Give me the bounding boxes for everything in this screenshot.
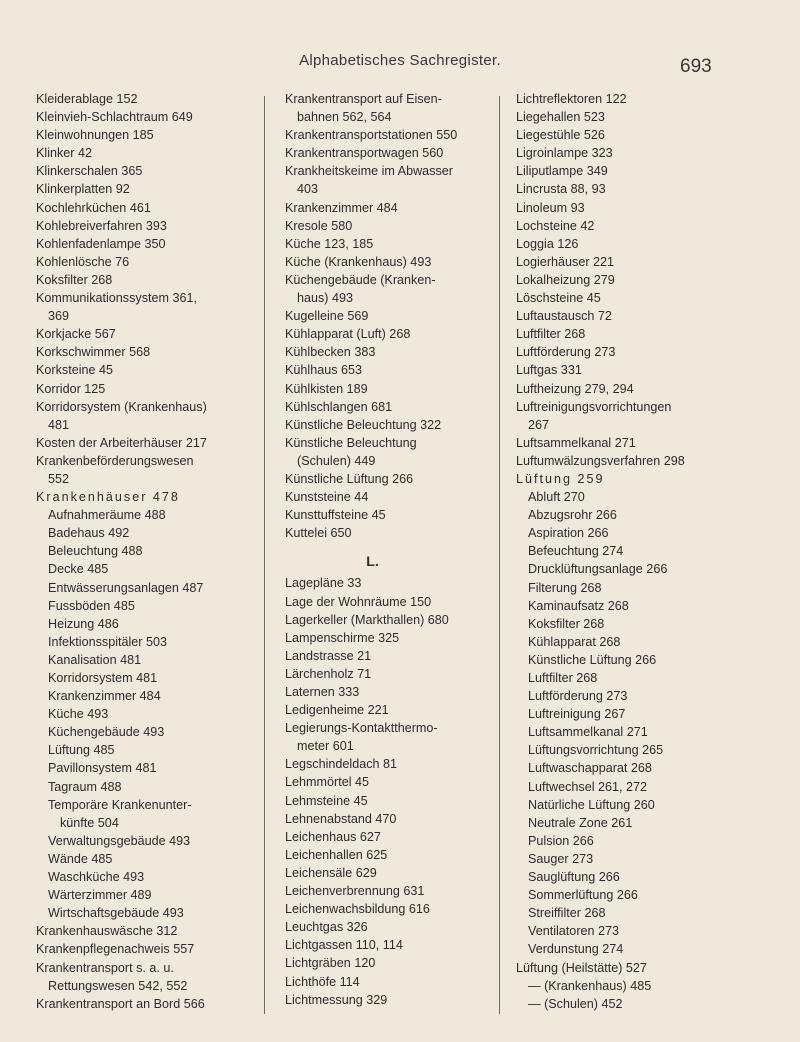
index-entry: (Schulen) 449	[297, 453, 376, 468]
column-divider	[264, 96, 265, 1014]
index-entry: Kohlenlösche 76	[36, 254, 130, 269]
index-entry: Neutrale Zone 261	[528, 815, 633, 830]
index-entry: Krankenzimmer 484	[285, 200, 398, 215]
index-entry: Abzugsrohr 266	[528, 508, 617, 523]
index-entry: Kresole 580	[285, 218, 353, 233]
index-entry: Lichtreflektoren 122	[516, 92, 627, 106]
index-entry: Krankheitskeime im Abwasser	[285, 164, 453, 179]
section-letter-heading: L.	[366, 553, 379, 570]
index-entry: Krankentransportstationen 550	[285, 128, 458, 143]
index-entry: Luftwaschapparat 268	[528, 761, 652, 776]
index-entry: Infektionsspitäler 503	[48, 634, 168, 649]
index-entry: Aspiration 266	[528, 526, 609, 541]
index-entry: Lagerkeller (Markthallen) 680	[285, 612, 449, 627]
index-entry: künfte 504	[60, 815, 119, 830]
index-entry: Kühlhaus 653	[285, 363, 363, 378]
index-entry: Kugelleine 569	[285, 309, 369, 324]
index-entry: Sauglüftung 266	[528, 870, 620, 885]
index-entry: Korridorsystem (Krankenhaus)	[36, 399, 207, 414]
index-entry: Krankenzimmer 484	[48, 689, 161, 704]
index-entry: Luftheizung 279, 294	[516, 381, 634, 396]
index-entry: Legschindeldach 81	[285, 757, 398, 772]
index-entry: Krankentransport s. a. u.	[36, 960, 174, 975]
index-entry: Lüftungsvorrichtung 265	[528, 743, 664, 758]
index-entry: Lehnenabstand 470	[285, 811, 397, 826]
index-entry: Luftfilter 268	[516, 327, 586, 342]
index-entry: Lüftung 259	[516, 471, 605, 486]
index-entry: Lochsteine 42	[516, 218, 595, 233]
index-column-1	[36, 90, 248, 1013]
index-entry: Krankenhauswäsche 312	[36, 924, 178, 939]
index-entry: Tagraum 488	[48, 779, 122, 794]
index-entry: Beleuchtung 488	[48, 544, 143, 559]
index-entry: Lichthöfe 114	[285, 974, 360, 989]
index-entry: Fussböden 485	[48, 598, 135, 613]
index-entry: Leichenhaus 627	[285, 829, 381, 844]
page-number: 693	[680, 56, 712, 77]
index-entry: Krankenbeförderungswesen	[36, 453, 194, 468]
index-entry: Pulsion 266	[528, 833, 594, 848]
index-entry: Künstliche Beleuchtung 322	[285, 417, 442, 432]
index-entry: Verwaltungsgebäude 493	[48, 833, 191, 848]
index-entry: Lichtmessung 329	[285, 992, 388, 1007]
running-head: Alphabetisches Sachregister.	[299, 52, 501, 69]
index-entry: Badehaus 492	[48, 526, 130, 541]
index-entry: haus) 493	[297, 291, 354, 306]
index-column-2	[285, 90, 490, 1009]
index-entry: Krankenpflegenachweis 557	[36, 942, 195, 957]
index-entry: Lagepläne 33	[285, 576, 362, 591]
index-entry: Liliputlampe 349	[516, 164, 608, 179]
index-entry: Linoleum 93	[516, 200, 585, 215]
index-entry: Heizung 486	[48, 616, 119, 631]
index-entry: Krankentransport an Bord 566	[36, 996, 205, 1011]
index-entry: Küche 493	[48, 707, 109, 722]
index-entry: Kaminaufsatz 268	[528, 598, 629, 613]
index-entry: Entwässerungsanlagen 487	[48, 580, 204, 595]
index-entry: Kanalisation 481	[48, 652, 142, 667]
index-entry: Kühlschlangen 681	[285, 399, 393, 414]
index-entry: Drucklüftungsanlage 266	[528, 562, 668, 577]
index-entry: Künstliche Lüftung 266	[528, 652, 657, 667]
index-entry: Kommunikationssystem 361,	[36, 291, 197, 306]
index-entry: Leichenhallen 625	[285, 847, 388, 862]
index-entry: — (Schulen) 452	[528, 996, 623, 1011]
index-entry: Verdunstung 274	[528, 942, 624, 957]
index-entry: Laternen 333	[285, 685, 360, 699]
index-entry: Luftumwälzungsverfahren 298	[516, 453, 685, 468]
index-entry: Lage der Wohnräume 150	[285, 594, 432, 609]
index-entry: Landstrasse 21	[285, 648, 372, 663]
index-entry: Kühlbecken 383	[285, 345, 376, 360]
index-entry: Pavillonsystem 481	[48, 761, 157, 776]
index-entry: Korkjacke 567	[36, 327, 116, 342]
index-entry: Streiffilter 268	[528, 906, 606, 921]
index-entry: Künstliche Beleuchtung	[285, 435, 417, 450]
index-entry: Kosten der Arbeiterhäuser 217	[36, 435, 207, 450]
index-entry: Natürliche Lüftung 260	[528, 797, 655, 812]
index-entry: 403	[297, 182, 319, 197]
index-entry: Luftförderung 273	[516, 345, 616, 360]
index-entry: Korksteine 45	[36, 363, 114, 378]
index-entry: Lichtgassen 110, 114	[285, 938, 403, 953]
index-entry: Kühlkisten 189	[285, 381, 368, 396]
index-entry: Rettungswesen 542, 552	[48, 978, 188, 993]
index-entry: Luftgas 331	[516, 363, 582, 378]
index-entry: Klinker 42	[36, 146, 93, 161]
index-entry: Küchengebäude 493	[48, 725, 165, 740]
index-entry: Kohlenfadenlampe 350	[36, 236, 166, 251]
index-entry: Kunsttuffsteine 45	[285, 508, 386, 523]
index-entry: Luftsammelkanal 271	[528, 725, 648, 740]
index-entry: Filterung 268	[528, 580, 602, 595]
index-entry: Korridorsystem 481	[48, 671, 158, 685]
index-entry: meter 601	[297, 739, 354, 754]
index-entry: bahnen 562, 564	[297, 110, 392, 125]
index-entry: Kohlebreiverfahren 393	[36, 218, 167, 233]
index-entry: Legierungs-Kontaktthermo-	[285, 721, 438, 736]
index-entry: Kleinvieh-Schlachtraum 649	[36, 110, 193, 125]
index-entry: Kleiderablage 152	[36, 92, 138, 106]
index-entry: Kuttelei 650	[285, 526, 352, 541]
index-entry: Küchengebäude (Kranken-	[285, 272, 436, 287]
index-entry: Küche (Krankenhaus) 493	[285, 254, 432, 269]
index-entry: Krankenhäuser 478	[36, 490, 180, 505]
index-entry: Luftreinigung 267	[528, 707, 626, 722]
index-entry: Luftaustausch 72	[516, 309, 612, 324]
index-entry: 481	[48, 417, 70, 432]
index-entry: Kleinwohnungen 185	[36, 128, 154, 143]
index-entry: — (Krankenhaus) 485	[528, 978, 652, 993]
index-entry: Luftwechsel 261, 272	[528, 779, 648, 794]
index-entry: Leuchtgas 326	[285, 920, 368, 935]
index-entry: Lincrusta 88, 93	[516, 182, 606, 197]
index-entry: Künstliche Lüftung 266	[285, 471, 414, 486]
index-entry: Leichenverbrennung 631	[285, 884, 425, 899]
index-entry: Lokalheizung 279	[516, 272, 615, 287]
index-entry: Lehmsteine 45	[285, 793, 368, 808]
index-entry: Leichensäle 629	[285, 865, 377, 880]
index-entry: Küche 123, 185	[285, 236, 374, 251]
index-entry: Kunststeine 44	[285, 490, 369, 505]
index-entry: Temporäre Krankenunter-	[48, 797, 192, 812]
index-entry: Lüftung (Heilstätte) 527	[516, 960, 647, 975]
index-entry: Luftförderung 273	[528, 689, 628, 704]
index-entry: Abluft 270	[528, 490, 585, 505]
index-entry: Wände 485	[48, 851, 113, 866]
index-entry: Klinkerplatten 92	[36, 182, 130, 197]
column-divider	[499, 96, 500, 1014]
index-entry: Kühlapparat 268	[528, 634, 621, 649]
index-entry: Sommerlüftung 266	[528, 888, 638, 903]
index-entry: Leichenwachsbildung 616	[285, 902, 430, 917]
index-entry: Luftsammelkanal 271	[516, 435, 636, 450]
index-entry: Koksfilter 268	[528, 616, 605, 631]
index-entry: Korridor 125	[36, 381, 106, 396]
index-entry: Kochlehrküchen 461	[36, 200, 151, 215]
index-column-3	[516, 90, 756, 1013]
index-entry: Korkschwimmer 568	[36, 345, 151, 360]
index-entry: Löschsteine 45	[516, 291, 601, 306]
index-entry: Wärterzimmer 489	[48, 888, 152, 903]
index-entry: Loggia 126	[516, 236, 579, 251]
index-entry: Wirtschaftsgebäude 493	[48, 906, 184, 921]
index-entry: Waschküche 493	[48, 870, 145, 885]
index-entry: Klinkerschalen 365	[36, 164, 143, 179]
index-entry: Sauger 273	[528, 851, 594, 866]
index-entry: 267	[528, 417, 550, 432]
index-entry: Lehmmörtel 45	[285, 775, 369, 790]
index-entry: Luftreinigungsvorrichtungen	[516, 399, 672, 414]
index-entry: Ledigenheime 221	[285, 703, 389, 718]
index-entry: Liegestühle 526	[516, 128, 605, 143]
index-entry: Luftfilter 268	[528, 671, 598, 685]
index-entry: Liegehallen 523	[516, 110, 605, 125]
index-entry: Aufnahmeräume 488	[48, 508, 166, 523]
index-entry: Lärchenholz 71	[285, 666, 372, 681]
index-entry: 552	[48, 471, 70, 486]
index-entry: Lichtgräben 120	[285, 956, 376, 971]
index-entry: Ligroinlampe 323	[516, 146, 613, 161]
index-entry: 369	[48, 309, 70, 324]
index-entry: Decke 485	[48, 562, 109, 577]
index-entry: Lüftung 485	[48, 743, 115, 758]
index-entry: Krankentransportwagen 560	[285, 146, 444, 161]
index-entry: Krankentransport auf Eisen-	[285, 92, 442, 106]
index-entry: Ventilatoren 273	[528, 924, 620, 939]
index-entry: Befeuchtung 274	[528, 544, 624, 559]
index-entry: Kühlapparat (Luft) 268	[285, 327, 411, 342]
index-entry: Logierhäuser 221	[516, 254, 615, 269]
index-entry: Lampenschirme 325	[285, 630, 400, 645]
index-entry: Koksfilter 268	[36, 272, 113, 287]
